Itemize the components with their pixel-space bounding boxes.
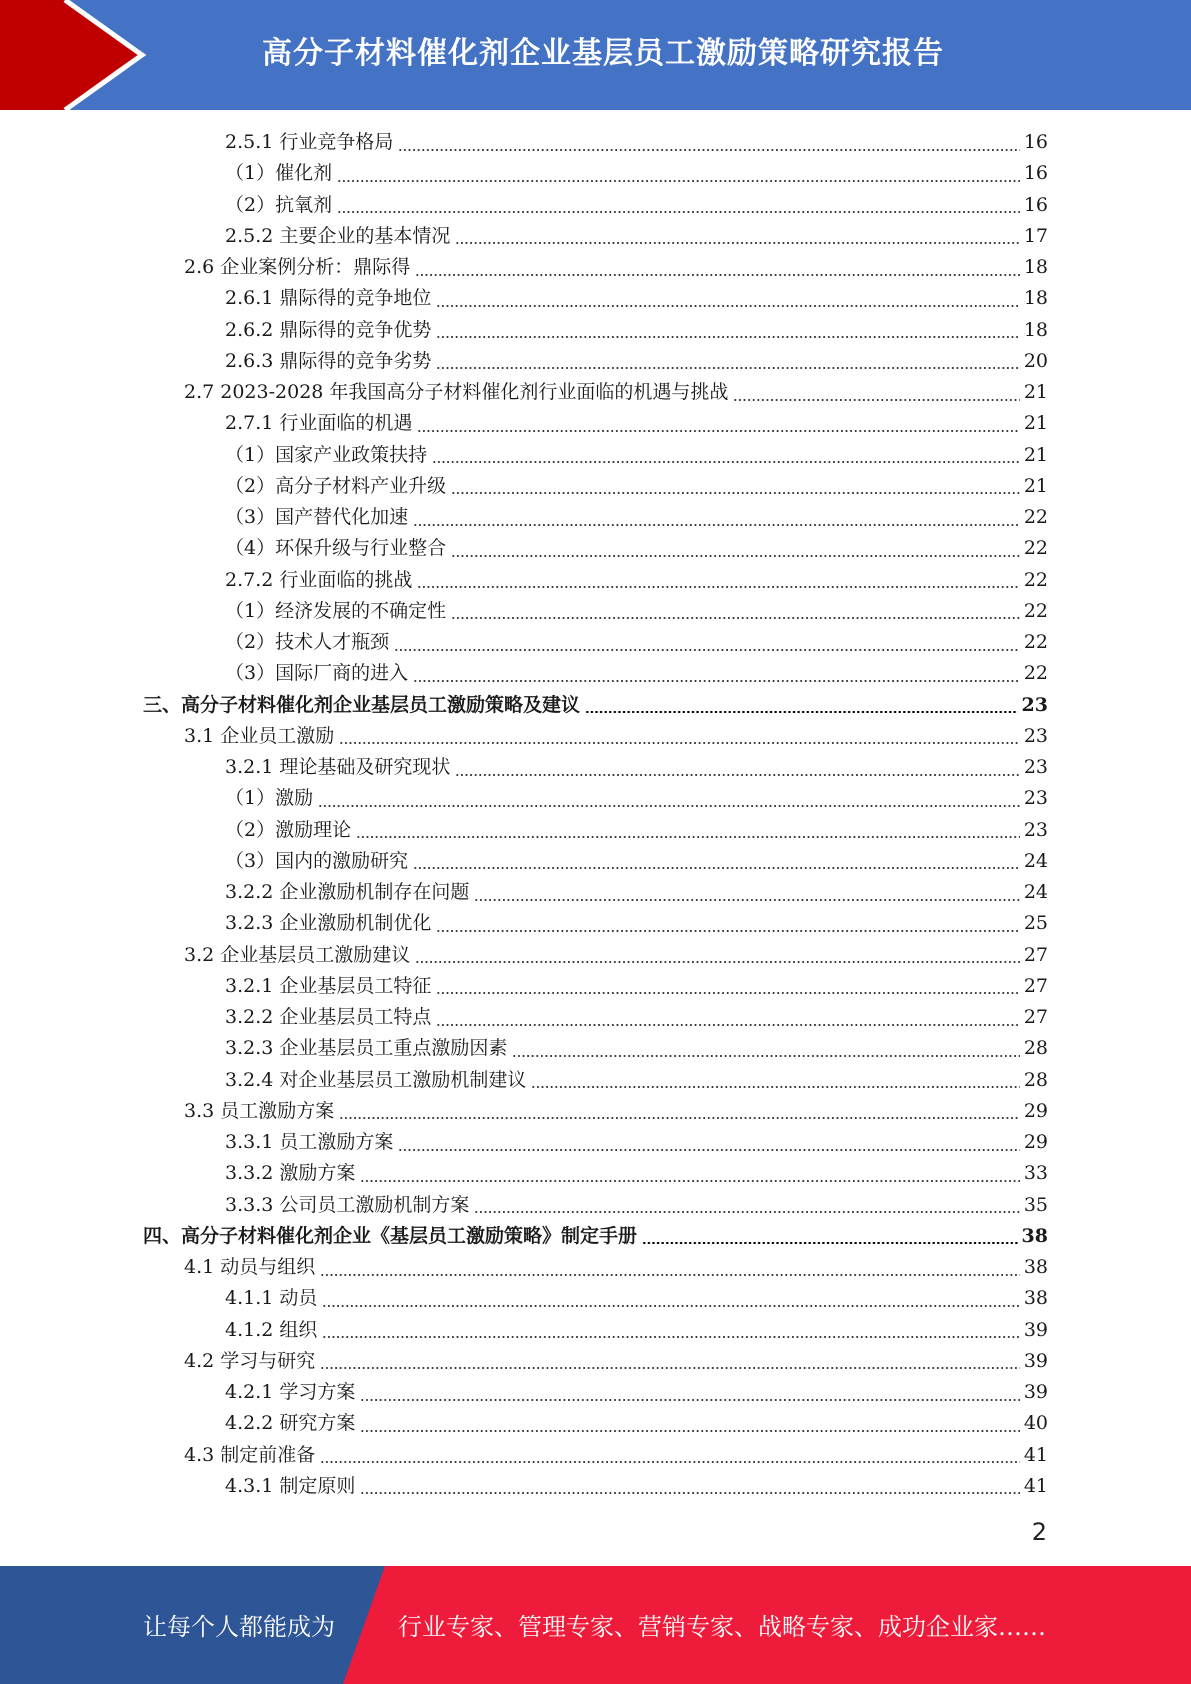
- toc-entry-label: 3.2.2 企业激励机制存在问题: [225, 881, 470, 903]
- toc-entry[interactable]: [184, 940, 1048, 971]
- toc-entry[interactable]: [225, 127, 1048, 158]
- toc-leader-dots: [339, 742, 1020, 744]
- toc-entry[interactable]: [225, 221, 1048, 252]
- toc-entry-label: 3.2.1 理论基础及研究现状: [225, 756, 451, 778]
- toc-entry-label: （3）国际厂商的进入: [225, 662, 409, 685]
- toc-entry-label: 3.3.2 激励方案: [225, 1162, 356, 1185]
- toc-entry-label: 2.6.1 鼎际得的竞争地位: [225, 287, 432, 310]
- toc-entry-label: 2.6.3 鼎际得的竞争劣势: [225, 349, 432, 372]
- toc-entry-page: 29: [1023, 1099, 1048, 1122]
- toc-entry-label: 4.1.1 动员: [225, 1287, 318, 1310]
- toc-entry-label: （1）国家产业政策扶持: [225, 443, 428, 466]
- toc-entry-page: 41: [1023, 1474, 1048, 1497]
- toc-entry[interactable]: [225, 1315, 1048, 1346]
- toc-entry-page: 18: [1023, 256, 1048, 278]
- toc-entry-page: 27: [1023, 974, 1048, 997]
- toc-entry[interactable]: [225, 1033, 1048, 1064]
- toc-leader-dots: [318, 805, 1020, 807]
- toc-entry-page: 38: [1023, 1256, 1048, 1278]
- toc-entry-label: 2.6 企业案例分析：鼎际得: [184, 256, 411, 278]
- toc-entry-page: 23: [1023, 724, 1048, 747]
- toc-entry-label: 2.7.1 行业面临的机遇: [225, 412, 413, 435]
- toc-entry-page: 22: [1023, 568, 1048, 591]
- toc-entry-label: 3.3.1 员工激励方案: [225, 1131, 394, 1153]
- toc-entry-page: 23: [1023, 756, 1048, 778]
- toc-entry-page: 17: [1023, 224, 1048, 247]
- toc-entry-label: （2）高分子材料产业升级: [225, 474, 447, 497]
- toc-leader-dots: [436, 1024, 1019, 1026]
- toc-entry-label: 3.2.4 对企业基层员工激励机制建议: [225, 1068, 527, 1091]
- toc-entry-label: 2.5.1 行业竞争格局: [225, 131, 394, 153]
- toc-entry[interactable]: [225, 971, 1048, 1002]
- toc-leader-dots: [339, 1117, 1020, 1119]
- toc-entry-page: 28: [1023, 1037, 1048, 1060]
- toc-entry-label: 2.5.2 主要企业的基本情况: [225, 224, 451, 247]
- toc-entry-label: （2）抗氧剂: [225, 193, 333, 216]
- toc-entry[interactable]: [184, 1252, 1048, 1283]
- toc-leader-dots: [360, 1430, 1019, 1432]
- toc-leader-dots: [360, 1492, 1019, 1494]
- toc-leader-dots: [531, 1086, 1019, 1088]
- toc-entry-page: 22: [1023, 662, 1048, 685]
- toc-leader-dots: [320, 1367, 1020, 1369]
- toc-entry[interactable]: [225, 658, 1048, 689]
- toc-leader-dots: [337, 180, 1020, 182]
- toc-entry[interactable]: [225, 1065, 1048, 1096]
- toc-leader-dots: [436, 367, 1019, 369]
- toc-entry[interactable]: [225, 408, 1048, 439]
- report-title: 高分子材料催化剂企业基层员工激励策略研究报告: [262, 36, 944, 71]
- page-header: [0, 0, 1191, 110]
- toc-entry-label: 3.2.3 企业激励机制优化: [225, 912, 432, 935]
- toc-entry-page: 23: [1021, 693, 1048, 716]
- toc-entry-label: 2.7 2023-2028 年我国高分子材料催化剂行业面临的机遇与挑战: [184, 381, 729, 403]
- toc-entry-label: 4.2.2 研究方案: [225, 1412, 356, 1435]
- toc-entry-page: 22: [1023, 599, 1048, 622]
- toc-entry-page: 20: [1023, 349, 1048, 372]
- toc-entry-page: 27: [1023, 943, 1048, 966]
- toc-entry[interactable]: [184, 1096, 1048, 1127]
- toc-leader-dots: [474, 1211, 1019, 1213]
- toc-entry-label: 3.3 员工激励方案: [184, 1099, 335, 1122]
- toc-entry-label: 4.1 动员与组织: [184, 1256, 316, 1278]
- toc-entry-page: 21: [1023, 474, 1048, 497]
- toc-entry-page: 40: [1023, 1412, 1048, 1435]
- toc-leader-dots: [474, 899, 1019, 901]
- toc-entry-page: 23: [1023, 787, 1048, 810]
- toc-entry-label: 4.2 学习与研究: [184, 1349, 316, 1372]
- toc-entry-page: 39: [1023, 1349, 1048, 1372]
- slogan-left: 让每个人都能成为: [143, 1613, 335, 1641]
- toc-entry[interactable]: [225, 1408, 1048, 1439]
- toc-entry-page: 35: [1023, 1193, 1048, 1216]
- toc-entry-label: 3.2 企业基层员工激励建议: [184, 943, 411, 966]
- toc-entry-label: （4）环保升级与行业整合: [225, 537, 447, 560]
- toc-leader-dots: [417, 586, 1019, 588]
- toc-leader-dots: [451, 555, 1020, 557]
- toc-entry-label: 4.3.1 制定原则: [225, 1474, 356, 1497]
- toc-entry-label: （3）国内的激励研究: [225, 849, 409, 872]
- toc-entry[interactable]: [225, 815, 1048, 846]
- toc-entry-page: 39: [1023, 1318, 1048, 1341]
- toc-leader-dots: [322, 1305, 1019, 1307]
- toc-entry-page: 22: [1023, 631, 1048, 653]
- toc-leader-dots: [436, 336, 1019, 338]
- toc-entry-page: 22: [1023, 537, 1048, 560]
- toc-entry[interactable]: [225, 440, 1048, 471]
- toc-entry-page: 29: [1023, 1131, 1048, 1153]
- toc-entry[interactable]: [225, 877, 1048, 908]
- toc-entry[interactable]: [225, 346, 1048, 377]
- toc-leader-dots: [417, 430, 1019, 432]
- toc-entry-page: 21: [1023, 381, 1048, 403]
- toc-entry[interactable]: [225, 1283, 1048, 1314]
- toc-entry[interactable]: [225, 315, 1048, 346]
- toc-entry[interactable]: [225, 752, 1048, 783]
- toc-entry[interactable]: [225, 596, 1048, 627]
- toc-entry[interactable]: [225, 1377, 1048, 1408]
- toc-entry-label: 3.3.3 公司员工激励机制方案: [225, 1193, 470, 1216]
- toc-entry-page: 24: [1023, 849, 1048, 872]
- toc-leader-dots: [337, 211, 1020, 213]
- toc-entry[interactable]: [225, 1002, 1048, 1033]
- toc-entry[interactable]: [225, 565, 1048, 596]
- toc-entry[interactable]: [225, 471, 1048, 502]
- toc-entry[interactable]: [225, 283, 1048, 314]
- toc-entry-page: 18: [1023, 318, 1048, 341]
- toc-entry-page: 28: [1023, 1068, 1048, 1091]
- toc-entry-label: （2）激励理论: [225, 818, 352, 841]
- toc-entry-label: （1）经济发展的不确定性: [225, 599, 447, 622]
- toc-entry[interactable]: [225, 627, 1048, 658]
- toc-entry-page: 16: [1023, 162, 1048, 185]
- toc-entry-label: 2.6.2 鼎际得的竞争优势: [225, 318, 432, 341]
- toc-entry[interactable]: [225, 190, 1048, 221]
- toc-entry-page: 38: [1021, 1224, 1048, 1247]
- toc-entry-label: （1）催化剂: [225, 162, 333, 185]
- toc-leader-dots: [455, 242, 1019, 244]
- toc-leader-dots: [512, 1055, 1019, 1057]
- toc-entry-label: 3.2.3 企业基层员工重点激励因素: [225, 1037, 508, 1060]
- toc-entry[interactable]: [225, 1190, 1048, 1221]
- toc-entry-label: 4.1.2 组织: [225, 1318, 318, 1341]
- toc-leader-dots: [436, 305, 1019, 307]
- toc-entry-page: 23: [1023, 818, 1048, 841]
- toc-leader-dots: [356, 836, 1020, 838]
- toc-leader-dots: [415, 961, 1020, 963]
- toc-entry[interactable]: [184, 1346, 1048, 1377]
- toc-leader-dots: [320, 1461, 1020, 1463]
- toc-leader-dots: [585, 711, 1018, 713]
- page-number: 2: [1031, 1518, 1047, 1546]
- toc-entry[interactable]: [225, 1471, 1048, 1502]
- toc-entry[interactable]: [225, 1127, 1048, 1158]
- page-footer: [0, 1566, 1191, 1684]
- toc-leader-dots: [455, 774, 1019, 776]
- toc-leader-dots: [451, 617, 1020, 619]
- toc-entry[interactable]: [225, 533, 1048, 564]
- toc-leader-dots: [413, 680, 1020, 682]
- toc-entry[interactable]: [143, 690, 1048, 721]
- toc-entry-page: 39: [1023, 1381, 1048, 1403]
- toc-entry-label: 3.2.2 企业基层员工特点: [225, 1006, 432, 1028]
- toc-leader-dots: [320, 1274, 1020, 1276]
- toc-entry[interactable]: [184, 377, 1048, 408]
- toc-entry[interactable]: [225, 1158, 1048, 1189]
- toc-leader-dots: [436, 992, 1019, 994]
- toc-leader-dots: [398, 1149, 1019, 1151]
- toc-leader-dots: [413, 867, 1020, 869]
- toc-entry-label: （1）激励: [225, 787, 314, 810]
- toc-entry-label: 4.3 制定前准备: [184, 1443, 316, 1466]
- toc-entry-page: 38: [1023, 1287, 1048, 1310]
- toc-leader-dots: [360, 1180, 1019, 1182]
- toc-entry-page: 24: [1023, 881, 1048, 903]
- toc-entry-label: 3.2.1 企业基层员工特征: [225, 974, 432, 997]
- toc-entry[interactable]: [225, 846, 1048, 877]
- toc-entry-label: 4.2.1 学习方案: [225, 1381, 356, 1403]
- red-chevron-icon: [0, 0, 160, 110]
- toc-entry-label: 三、高分子材料催化剂企业基层员工激励策略及建议: [143, 693, 581, 716]
- toc-entry[interactable]: [184, 1440, 1048, 1471]
- toc-leader-dots: [322, 1336, 1019, 1338]
- toc-entry-label: （2）技术人才瓶颈: [225, 631, 390, 653]
- toc-entry-page: 16: [1023, 193, 1048, 216]
- toc-entry[interactable]: [184, 721, 1048, 752]
- toc-leader-dots: [415, 274, 1020, 276]
- toc-leader-dots: [642, 1242, 1018, 1244]
- toc-entry-page: 27: [1023, 1006, 1048, 1028]
- toc-entry[interactable]: [225, 908, 1048, 939]
- toc-entry-label: 四、高分子材料催化剂企业《基层员工激励策略》制定手册: [143, 1224, 638, 1247]
- toc-entry-page: 18: [1023, 287, 1048, 310]
- toc-leader-dots: [451, 492, 1020, 494]
- toc-entry[interactable]: [143, 1221, 1048, 1252]
- toc-leader-dots: [432, 461, 1020, 463]
- toc-entry-page: 22: [1023, 506, 1048, 528]
- toc-leader-dots: [413, 524, 1020, 526]
- toc-entry-page: 21: [1023, 443, 1048, 466]
- toc-leader-dots: [398, 149, 1019, 151]
- toc-entry[interactable]: [225, 158, 1048, 189]
- toc-entry-page: 16: [1023, 131, 1048, 153]
- toc-entry-label: 3.1 企业员工激励: [184, 724, 335, 747]
- toc-leader-dots: [394, 649, 1020, 651]
- toc-entry-label: （3）国产替代化加速: [225, 506, 409, 528]
- toc-entry-page: 21: [1023, 412, 1048, 435]
- toc-entry-page: 25: [1023, 912, 1048, 935]
- toc-leader-dots: [360, 1399, 1019, 1401]
- toc-entry-page: 41: [1023, 1443, 1048, 1466]
- toc-entry-label: 2.7.2 行业面临的挑战: [225, 568, 413, 591]
- toc-leader-dots: [436, 930, 1019, 932]
- slogan-right: 行业专家、管理专家、营销专家、战略专家、成功企业家……: [398, 1613, 1046, 1641]
- toc-entry-page: 33: [1023, 1162, 1048, 1185]
- toc-entry[interactable]: [225, 783, 1048, 814]
- toc-entry[interactable]: [225, 502, 1048, 533]
- toc-entry[interactable]: [184, 252, 1048, 283]
- toc-leader-dots: [733, 399, 1019, 401]
